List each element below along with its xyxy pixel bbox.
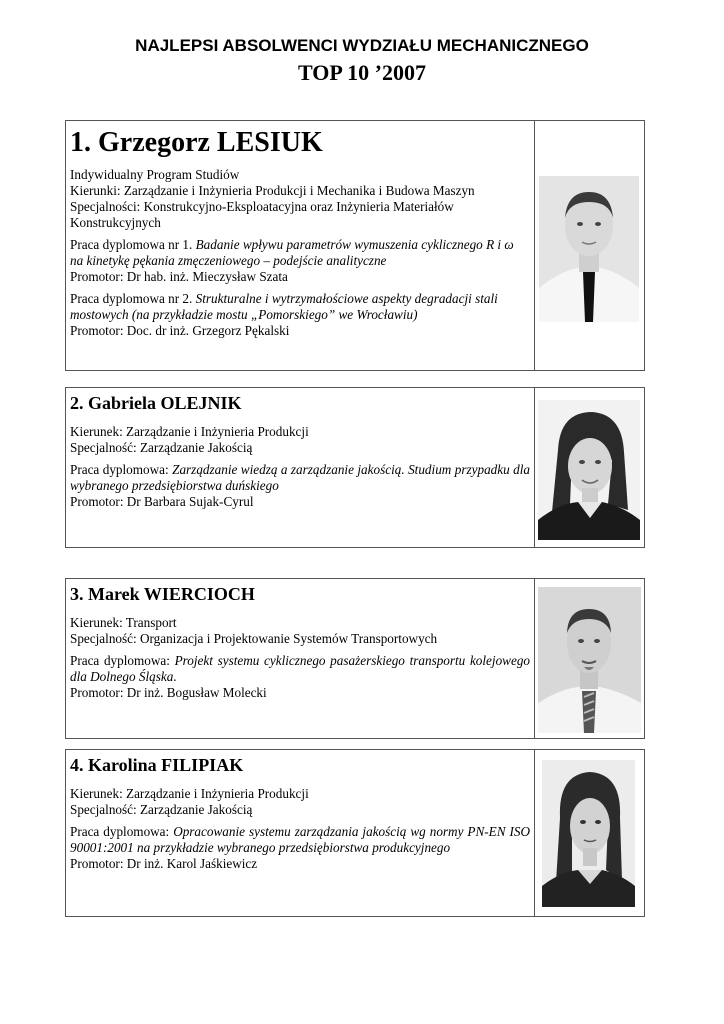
specialty-line: Specjalność: Organizacja i Projektowanie Systemów Transportowych xyxy=(70,631,438,646)
graduate-card-1 xyxy=(65,120,645,371)
graduate-info-2 xyxy=(66,388,535,547)
graduate-name: 3. Marek WIERCIOCH xyxy=(70,584,255,604)
field-line: Kierunek: Zarządzanie i Inżynieria Produkcji xyxy=(70,424,309,439)
thesis-1-title: Badanie wpływu parametrów wymuszenia cyklicznego R i ω na kinetykę pękania zmęczeniowego – podejście analityczne xyxy=(70,237,514,268)
photo-cell xyxy=(534,388,644,547)
graduate-name: 1. Grzegorz LESIUK xyxy=(70,127,323,158)
portrait-photo xyxy=(542,760,635,907)
graduate-card-3 xyxy=(65,578,645,739)
thesis: Praca dyplomowa: Projekt systemu cyklicznego pasażerskiego transportu kolejowego dla Dolnego Śląska. xyxy=(70,653,531,684)
specialty-line: Specjalności: Konstrukcyjno-Eksploatacyjna oraz Inżynieria Materiałów Konstrukcyjnych xyxy=(70,199,454,230)
photo-cell xyxy=(534,750,644,916)
thesis-2-title: Strukturalne i wytrzymałościowe aspekty degradacji stali mostowych (na przykładzie mostu „Pomorskiego” we Wrocławiu) xyxy=(70,291,498,322)
thesis-1: Praca dyplomowa nr 1. Badanie wpływu parametrów wymuszenia cyklicznego R i ω na kinetykę pękania zmęczeniowego – podejście analityczne xyxy=(70,237,514,268)
field-line: Kierunki: Zarządzanie i Inżynieria Produkcji i Mechanika i Budowa Maszyn xyxy=(70,183,475,198)
portrait-photo xyxy=(538,587,641,733)
promotor: Promotor: Dr inż. Karol Jaśkiewicz xyxy=(70,856,258,871)
thesis-2: Praca dyplomowa nr 2. Strukturalne i wytrzymałościowe aspekty degradacji stali mostowych (na przykładzie mostu „Pomorskiego” we Wrocławiu) xyxy=(70,291,498,322)
graduate-info-4 xyxy=(66,750,535,916)
specialty-line: Specjalność: Zarządzanie Jakością xyxy=(70,440,253,455)
graduate-info-3 xyxy=(66,579,535,738)
page-title: NAJLEPSI ABSOLWENCI WYDZIAŁU MECHANICZNEGO xyxy=(135,36,589,55)
promotor-1: Promotor: Dr hab. inż. Mieczysław Szata xyxy=(70,269,288,284)
graduate-card-4 xyxy=(65,749,645,917)
thesis: Praca dyplomowa: Zarządzanie wiedzą a zarządzanie jakością. Studium przypadku dla wybranego przedsiębiorstwa duńskiego xyxy=(70,462,531,493)
graduate-info-1 xyxy=(66,121,535,370)
promotor: Promotor: Dr inż. Bogusław Molecki xyxy=(70,685,267,700)
graduate-card-2 xyxy=(65,387,645,548)
field-line: Kierunek: Zarządzanie i Inżynieria Produkcji xyxy=(70,786,309,801)
specialty-line: Specjalność: Zarządzanie Jakością xyxy=(70,802,253,817)
program-line: Indywidualny Program Studiów xyxy=(70,167,240,182)
graduate-name: 2. Gabriela OLEJNIK xyxy=(70,393,242,413)
photo-cell xyxy=(534,121,644,370)
thesis: Praca dyplomowa: Opracowanie systemu zarządzania jakością wg normy PN-EN ISO 90001:2001 na przykładzie wybranego przedsiębiorstwa produkcyjnego xyxy=(70,824,531,855)
page-subtitle: TOP 10 ’2007 xyxy=(298,60,426,85)
promotor: Promotor: Dr Barbara Sujak-Cyrul xyxy=(70,494,254,509)
portrait-photo xyxy=(538,400,640,540)
portrait-photo xyxy=(539,176,639,322)
field-line: Kierunek: Transport xyxy=(70,615,177,630)
thesis-title: Zarządzanie wiedzą a zarządzanie jakością. Studium przypadku dla wybranego przedsiębiorstwa duńskiego xyxy=(70,462,531,493)
photo-cell xyxy=(534,579,644,738)
thesis-title: Projekt systemu cyklicznego pasażerskiego transportu kolejowego dla Dolnego Śląska xyxy=(70,653,531,684)
promotor-2: Promotor: Doc. dr inż. Grzegorz Pękalski xyxy=(70,323,290,338)
graduate-name: 4. Karolina FILIPIAK xyxy=(70,755,244,775)
thesis-title: Opracowanie systemu zarządzania jakością wg normy PN-EN ISO 90001:2001 na przykładzie wybranego przedsiębiorstwa produkcyjnego xyxy=(70,824,531,855)
